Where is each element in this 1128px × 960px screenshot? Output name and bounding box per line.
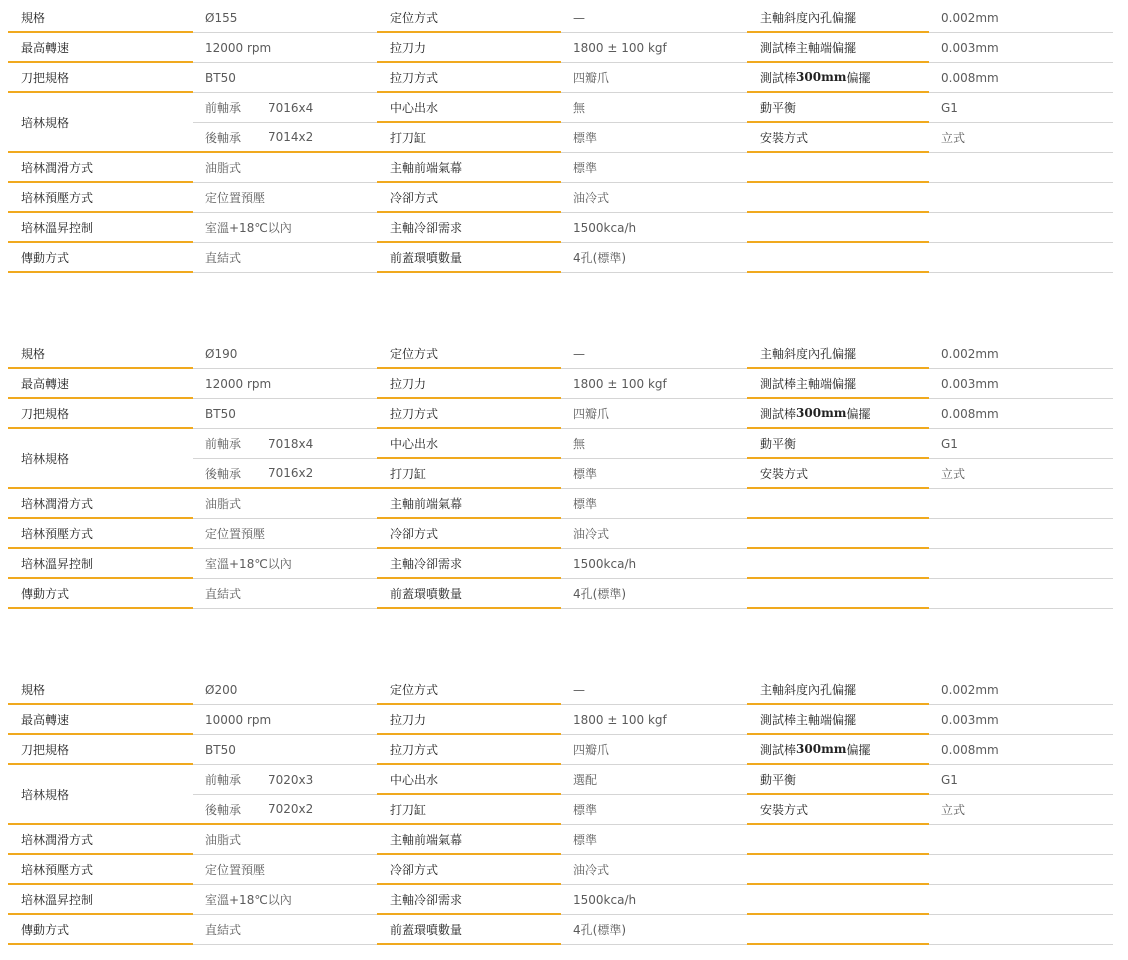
bearing-spec-label: 培林規格 bbox=[8, 765, 193, 825]
table-row bbox=[8, 579, 1113, 609]
test-bar-300-runout-label bbox=[747, 399, 929, 429]
pull-method-value: 四瓣爪 bbox=[561, 63, 747, 93]
table-row bbox=[8, 855, 1113, 885]
table-row bbox=[8, 243, 1113, 273]
mounting-value: 立式 bbox=[929, 123, 1113, 153]
front-cover-nozzles-value: 4孔(標準) bbox=[561, 243, 747, 273]
front-bearing-label: 前軸承 bbox=[205, 437, 242, 451]
balance-value: G1 bbox=[929, 93, 1113, 123]
rear-bearing bbox=[193, 459, 377, 489]
bearing-spec-label: 培林規格 bbox=[8, 93, 193, 153]
empty-value-cell bbox=[929, 549, 1113, 579]
test-bar-spindle-runout-label: 測試棒主軸端偏擺 bbox=[747, 705, 929, 735]
lubrication-label: 培林潤滑方式 bbox=[8, 489, 193, 519]
pull-force-label: 拉刀力 bbox=[377, 33, 561, 63]
test-bar-300-runout-label bbox=[747, 63, 929, 93]
spec-value: Ø200 bbox=[193, 675, 377, 705]
test-bar-spindle-runout-label: 測試棒主軸端偏擺 bbox=[747, 369, 929, 399]
empty-value-cell bbox=[929, 213, 1113, 243]
pull-force-value: 1800 ± 100 kgf bbox=[561, 369, 747, 399]
test-bar-300-prefix: 測試棒 bbox=[760, 70, 797, 85]
empty-value-cell bbox=[929, 825, 1113, 855]
table-row bbox=[8, 489, 1113, 519]
positioning-value: — bbox=[561, 675, 747, 705]
rear-bearing-label: 後軸承 bbox=[205, 130, 242, 145]
air-curtain-value: 標準 bbox=[561, 825, 747, 855]
cylinder-value: 標準 bbox=[561, 459, 747, 489]
preload-label: 培林預壓方式 bbox=[8, 855, 193, 885]
empty-label-cell bbox=[747, 519, 929, 549]
cylinder-label: 打刀缸 bbox=[377, 123, 561, 153]
table-row bbox=[8, 63, 1113, 93]
table-row bbox=[8, 885, 1113, 915]
mounting-value: 立式 bbox=[929, 459, 1113, 489]
rear-bearing-value: 7020x2 bbox=[268, 802, 314, 816]
preload-label: 培林預壓方式 bbox=[8, 183, 193, 213]
lubrication-label: 培林潤滑方式 bbox=[8, 825, 193, 855]
empty-value-cell bbox=[929, 579, 1113, 609]
preload-value: 定位置預壓 bbox=[193, 855, 377, 885]
table-row bbox=[8, 675, 1113, 705]
rear-bearing-label: 後軸承 bbox=[205, 466, 242, 481]
lubrication-value: 油脂式 bbox=[193, 489, 377, 519]
mounting-label: 安裝方式 bbox=[747, 123, 929, 153]
tool-holder-value: BT50 bbox=[193, 399, 377, 429]
cylinder-value: 標準 bbox=[561, 123, 747, 153]
lubrication-value: 油脂式 bbox=[193, 153, 377, 183]
test-bar-300-length: 300mm bbox=[796, 406, 847, 420]
front-bearing-label: 前軸承 bbox=[205, 773, 242, 787]
front-bearing bbox=[193, 93, 377, 123]
test-bar-300-length: 300mm bbox=[796, 70, 847, 84]
air-curtain-label: 主軸前端氣幕 bbox=[377, 825, 561, 855]
drive-value: 直結式 bbox=[193, 915, 377, 945]
test-bar-spindle-runout-value: 0.003mm bbox=[929, 705, 1113, 735]
taper-runout-value: 0.002mm bbox=[929, 339, 1113, 369]
cooling-label: 冷卻方式 bbox=[377, 183, 561, 213]
taper-runout-label: 主軸斜度內孔偏擺 bbox=[747, 3, 929, 33]
drive-label: 傳動方式 bbox=[8, 243, 193, 273]
coolant-through-value: 無 bbox=[561, 429, 747, 459]
mounting-value: 立式 bbox=[929, 795, 1113, 825]
empty-label-cell bbox=[747, 549, 929, 579]
empty-label-cell bbox=[747, 153, 929, 183]
table-row bbox=[8, 33, 1113, 63]
empty-label-cell bbox=[747, 885, 929, 915]
air-curtain-label: 主軸前端氣幕 bbox=[377, 489, 561, 519]
cooling-value: 油冷式 bbox=[561, 183, 747, 213]
preload-label: 培林預壓方式 bbox=[8, 519, 193, 549]
pull-force-label: 拉刀力 bbox=[377, 369, 561, 399]
cylinder-label: 打刀缸 bbox=[377, 795, 561, 825]
empty-label-cell bbox=[747, 579, 929, 609]
balance-value: G1 bbox=[929, 429, 1113, 459]
test-bar-spindle-runout-value: 0.003mm bbox=[929, 33, 1113, 63]
taper-runout-value: 0.002mm bbox=[929, 3, 1113, 33]
spec-value: Ø190 bbox=[193, 339, 377, 369]
spindle-spec-table bbox=[8, 339, 1113, 609]
coolant-through-label: 中心出水 bbox=[377, 765, 561, 795]
tool-holder-value: BT50 bbox=[193, 735, 377, 765]
empty-value-cell bbox=[929, 153, 1113, 183]
test-bar-300-length: 300mm bbox=[796, 742, 847, 756]
pull-force-label: 拉刀力 bbox=[377, 705, 561, 735]
balance-label: 動平衡 bbox=[747, 765, 929, 795]
test-bar-300-runout-value: 0.008mm bbox=[929, 63, 1113, 93]
cylinder-label: 打刀缸 bbox=[377, 459, 561, 489]
empty-value-cell bbox=[929, 489, 1113, 519]
temp-control-value: 室溫+18℃以內 bbox=[193, 213, 377, 243]
cooling-demand-label: 主軸冷卻需求 bbox=[377, 213, 561, 243]
rear-bearing-value: 7016x2 bbox=[268, 466, 314, 480]
test-bar-300-suffix: 偏擺 bbox=[846, 406, 871, 421]
positioning-label: 定位方式 bbox=[377, 675, 561, 705]
air-curtain-label: 主軸前端氣幕 bbox=[377, 153, 561, 183]
rear-bearing-value: 7014x2 bbox=[268, 130, 314, 144]
rear-bearing bbox=[193, 123, 377, 153]
spindle-spec-table bbox=[8, 3, 1113, 273]
test-bar-300-suffix: 偏擺 bbox=[846, 70, 871, 85]
cooling-demand-value: 1500kca/h bbox=[561, 213, 747, 243]
cooling-label: 冷卻方式 bbox=[377, 855, 561, 885]
cooling-demand-value: 1500kca/h bbox=[561, 885, 747, 915]
table-row bbox=[8, 765, 1113, 825]
temp-control-label: 培林溫昇控制 bbox=[8, 885, 193, 915]
cooling-demand-value: 1500kca/h bbox=[561, 549, 747, 579]
test-bar-spindle-runout-label: 測試棒主軸端偏擺 bbox=[747, 33, 929, 63]
front-bearing-value: 7016x4 bbox=[268, 100, 314, 115]
empty-label-cell bbox=[747, 183, 929, 213]
taper-runout-label: 主軸斜度內孔偏擺 bbox=[747, 339, 929, 369]
empty-label-cell bbox=[747, 243, 929, 273]
positioning-label: 定位方式 bbox=[377, 3, 561, 33]
pull-force-value: 1800 ± 100 kgf bbox=[561, 33, 747, 63]
table-row bbox=[8, 735, 1113, 765]
pull-method-label: 拉刀方式 bbox=[377, 63, 561, 93]
table-row bbox=[8, 705, 1113, 735]
lubrication-value: 油脂式 bbox=[193, 825, 377, 855]
front-cover-nozzles-value: 4孔(標準) bbox=[561, 915, 747, 945]
temp-control-value: 室溫+18℃以內 bbox=[193, 885, 377, 915]
max-speed-label: 最高轉速 bbox=[8, 33, 193, 63]
test-bar-300-suffix: 偏擺 bbox=[846, 742, 871, 757]
test-bar-spindle-runout-value: 0.003mm bbox=[929, 369, 1113, 399]
coolant-through-label: 中心出水 bbox=[377, 429, 561, 459]
table-row bbox=[8, 399, 1113, 429]
coolant-through-value: 無 bbox=[561, 93, 747, 123]
rear-bearing-label: 後軸承 bbox=[205, 802, 242, 817]
temp-control-label: 培林溫昇控制 bbox=[8, 213, 193, 243]
tool-holder-label: 刀把規格 bbox=[8, 735, 193, 765]
spindle-spec-table bbox=[8, 675, 1113, 945]
mounting-label: 安裝方式 bbox=[747, 459, 929, 489]
bearing-spec-label: 培林規格 bbox=[8, 429, 193, 489]
spec-label: 規格 bbox=[8, 675, 193, 705]
mounting-label: 安裝方式 bbox=[747, 795, 929, 825]
table-row bbox=[8, 825, 1113, 855]
empty-value-cell bbox=[929, 915, 1113, 945]
front-cover-nozzles-label: 前蓋環噴數量 bbox=[377, 579, 561, 609]
front-cover-nozzles-label: 前蓋環噴數量 bbox=[377, 915, 561, 945]
test-bar-300-prefix: 測試棒 bbox=[760, 406, 797, 421]
preload-value: 定位置預壓 bbox=[193, 183, 377, 213]
test-bar-300-runout-value: 0.008mm bbox=[929, 735, 1113, 765]
drive-value: 直結式 bbox=[193, 579, 377, 609]
table-row bbox=[8, 519, 1113, 549]
empty-value-cell bbox=[929, 519, 1113, 549]
table-row bbox=[8, 369, 1113, 399]
rear-bearing bbox=[193, 795, 377, 825]
table-row bbox=[8, 339, 1113, 369]
pull-method-label: 拉刀方式 bbox=[377, 735, 561, 765]
lubrication-label: 培林潤滑方式 bbox=[8, 153, 193, 183]
tool-holder-value: BT50 bbox=[193, 63, 377, 93]
empty-label-cell bbox=[747, 915, 929, 945]
max-speed-value: 12000 rpm bbox=[193, 369, 377, 399]
empty-label-cell bbox=[747, 855, 929, 885]
positioning-value: — bbox=[561, 3, 747, 33]
empty-label-cell bbox=[747, 489, 929, 519]
front-cover-nozzles-value: 4孔(標準) bbox=[561, 579, 747, 609]
balance-label: 動平衡 bbox=[747, 93, 929, 123]
pull-method-value: 四瓣爪 bbox=[561, 399, 747, 429]
taper-runout-label: 主軸斜度內孔偏擺 bbox=[747, 675, 929, 705]
table-row bbox=[8, 429, 1113, 489]
taper-runout-value: 0.002mm bbox=[929, 675, 1113, 705]
balance-label: 動平衡 bbox=[747, 429, 929, 459]
front-cover-nozzles-label: 前蓋環噴數量 bbox=[377, 243, 561, 273]
test-bar-300-runout-value: 0.008mm bbox=[929, 399, 1113, 429]
cooling-demand-label: 主軸冷卻需求 bbox=[377, 549, 561, 579]
positioning-label: 定位方式 bbox=[377, 339, 561, 369]
spec-value: Ø155 bbox=[193, 3, 377, 33]
max-speed-value: 12000 rpm bbox=[193, 33, 377, 63]
empty-value-cell bbox=[929, 183, 1113, 213]
empty-value-cell bbox=[929, 855, 1113, 885]
front-bearing-value: 7020x3 bbox=[268, 772, 314, 787]
table-row bbox=[8, 549, 1113, 579]
balance-value: G1 bbox=[929, 765, 1113, 795]
temp-control-value: 室溫+18℃以內 bbox=[193, 549, 377, 579]
empty-value-cell bbox=[929, 885, 1113, 915]
max-speed-label: 最高轉速 bbox=[8, 369, 193, 399]
positioning-value: — bbox=[561, 339, 747, 369]
empty-label-cell bbox=[747, 213, 929, 243]
table-row bbox=[8, 183, 1113, 213]
empty-value-cell bbox=[929, 243, 1113, 273]
temp-control-label: 培林溫昇控制 bbox=[8, 549, 193, 579]
drive-label: 傳動方式 bbox=[8, 579, 193, 609]
table-row bbox=[8, 915, 1113, 945]
test-bar-300-prefix: 測試棒 bbox=[760, 742, 797, 757]
pull-method-value: 四瓣爪 bbox=[561, 735, 747, 765]
cooling-label: 冷卻方式 bbox=[377, 519, 561, 549]
empty-label-cell bbox=[747, 825, 929, 855]
coolant-through-label: 中心出水 bbox=[377, 93, 561, 123]
cooling-value: 油冷式 bbox=[561, 855, 747, 885]
table-row bbox=[8, 93, 1113, 153]
cooling-demand-label: 主軸冷卻需求 bbox=[377, 885, 561, 915]
air-curtain-value: 標準 bbox=[561, 153, 747, 183]
table-row bbox=[8, 153, 1113, 183]
spec-label: 規格 bbox=[8, 339, 193, 369]
max-speed-label: 最高轉速 bbox=[8, 705, 193, 735]
front-bearing-value: 7018x4 bbox=[268, 436, 314, 451]
max-speed-value: 10000 rpm bbox=[193, 705, 377, 735]
tool-holder-label: 刀把規格 bbox=[8, 63, 193, 93]
cylinder-value: 標準 bbox=[561, 795, 747, 825]
pull-method-label: 拉刀方式 bbox=[377, 399, 561, 429]
front-bearing bbox=[193, 765, 377, 795]
front-bearing bbox=[193, 429, 377, 459]
front-bearing-label: 前軸承 bbox=[205, 101, 242, 115]
spec-label: 規格 bbox=[8, 3, 193, 33]
drive-label: 傳動方式 bbox=[8, 915, 193, 945]
coolant-through-value: 選配 bbox=[561, 765, 747, 795]
table-row bbox=[8, 3, 1113, 33]
table-row bbox=[8, 213, 1113, 243]
drive-value: 直結式 bbox=[193, 243, 377, 273]
test-bar-300-runout-label bbox=[747, 735, 929, 765]
preload-value: 定位置預壓 bbox=[193, 519, 377, 549]
air-curtain-value: 標準 bbox=[561, 489, 747, 519]
tool-holder-label: 刀把規格 bbox=[8, 399, 193, 429]
pull-force-value: 1800 ± 100 kgf bbox=[561, 705, 747, 735]
cooling-value: 油冷式 bbox=[561, 519, 747, 549]
